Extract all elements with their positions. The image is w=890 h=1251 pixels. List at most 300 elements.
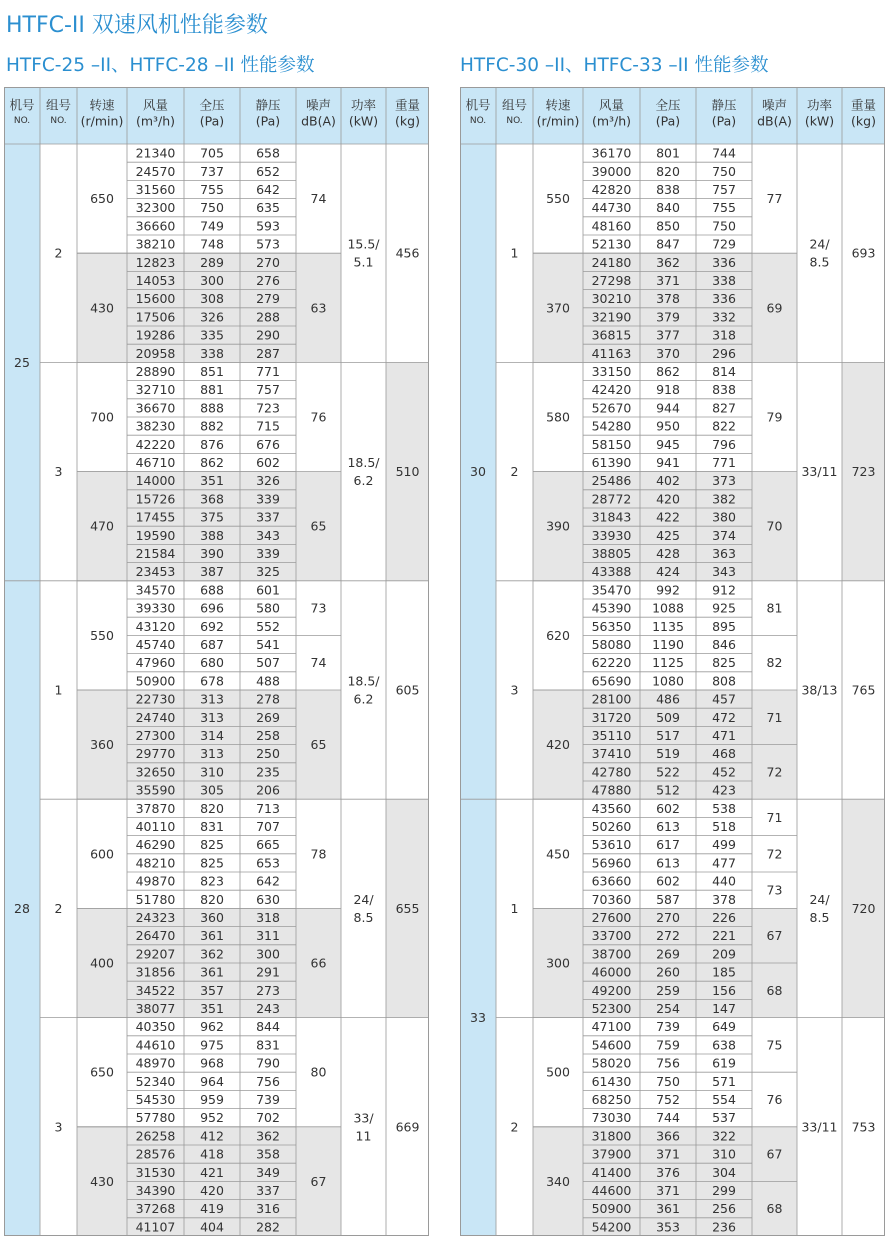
total-pressure-cell: 362 bbox=[656, 254, 680, 270]
noise-cell: 67 bbox=[766, 928, 783, 944]
static-pressure-cell: 838 bbox=[712, 382, 736, 398]
power-cell: 18.5/ bbox=[347, 673, 380, 689]
total-pressure-cell: 888 bbox=[200, 400, 224, 416]
air-volume-cell: 68250 bbox=[591, 1092, 632, 1107]
static-pressure-cell: 635 bbox=[256, 200, 280, 216]
static-pressure-cell: 291 bbox=[256, 964, 280, 980]
air-volume-cell: 43560 bbox=[591, 800, 632, 816]
total-pressure-cell: 361 bbox=[200, 928, 224, 944]
total-pressure-cell: 517 bbox=[656, 728, 680, 743]
power-cell: 8.5 bbox=[353, 909, 374, 925]
total-pressure-cell: 371 bbox=[656, 1183, 680, 1198]
header-air-unit: (m³/h) bbox=[591, 113, 632, 129]
total-pressure-cell: 310 bbox=[200, 764, 224, 780]
total-pressure-cell: 975 bbox=[200, 1037, 224, 1053]
header-air: 风量 bbox=[142, 97, 169, 113]
static-pressure-cell: 638 bbox=[712, 1037, 736, 1053]
static-pressure-cell: 209 bbox=[712, 946, 736, 962]
total-pressure-cell: 692 bbox=[200, 618, 224, 634]
static-pressure-cell: 715 bbox=[256, 418, 280, 434]
air-volume-cell: 31560 bbox=[135, 182, 176, 197]
air-volume-cell: 35590 bbox=[135, 782, 176, 798]
total-pressure-cell: 412 bbox=[200, 1128, 224, 1144]
speed-cell: 300 bbox=[546, 955, 570, 971]
static-pressure-cell: 382 bbox=[712, 491, 736, 507]
air-volume-cell: 19590 bbox=[135, 527, 176, 543]
noise-cell: 67 bbox=[310, 1173, 327, 1189]
machine-no-cell: 33 bbox=[470, 1010, 486, 1026]
air-volume-cell: 54200 bbox=[591, 1219, 632, 1235]
header-noise-unit: dB(A) bbox=[301, 113, 336, 129]
noise-cell: 72 bbox=[766, 764, 783, 780]
air-volume-cell: 50900 bbox=[135, 673, 176, 689]
total-pressure-cell: 522 bbox=[656, 764, 680, 780]
noise-cell: 68 bbox=[766, 1201, 783, 1217]
static-pressure-cell: 336 bbox=[712, 291, 736, 307]
total-pressure-cell: 270 bbox=[656, 910, 680, 925]
speed-cell: 450 bbox=[546, 846, 570, 862]
static-pressure-cell: 296 bbox=[712, 345, 736, 361]
static-pressure-cell: 573 bbox=[256, 236, 280, 252]
speed-cell: 390 bbox=[546, 518, 570, 534]
power-cell: 15.5/ bbox=[347, 236, 380, 252]
static-pressure-cell: 750 bbox=[712, 163, 736, 179]
air-volume-cell: 52340 bbox=[135, 1073, 176, 1089]
left-table-title: HTFC-25 –II、HTFC-28 –II 性能参数 bbox=[6, 55, 315, 76]
static-pressure-cell: 287 bbox=[256, 345, 280, 361]
static-pressure-cell: 338 bbox=[712, 273, 736, 288]
total-pressure-cell: 820 bbox=[656, 163, 680, 179]
static-pressure-cell: 796 bbox=[712, 436, 736, 452]
air-volume-cell: 28100 bbox=[591, 691, 632, 707]
air-volume-cell: 50900 bbox=[591, 1201, 632, 1217]
machine-column-bg bbox=[460, 144, 496, 1236]
power-cell: 24/ bbox=[353, 891, 374, 907]
air-volume-cell: 14053 bbox=[135, 273, 176, 288]
left-performance-table bbox=[4, 87, 429, 1237]
group-no-cell: 2 bbox=[510, 1119, 519, 1135]
total-pressure-cell: 737 bbox=[200, 163, 224, 179]
power-cell: 6.2 bbox=[353, 691, 374, 707]
air-volume-cell: 50260 bbox=[591, 819, 632, 834]
header-air-unit: (m³/h) bbox=[135, 113, 176, 129]
air-volume-cell: 30210 bbox=[591, 291, 632, 307]
total-pressure-cell: 752 bbox=[656, 1092, 680, 1107]
static-pressure-cell: 771 bbox=[256, 364, 280, 379]
total-pressure-cell: 326 bbox=[200, 309, 224, 325]
air-volume-cell: 28890 bbox=[135, 364, 176, 379]
static-pressure-cell: 827 bbox=[712, 400, 736, 416]
total-pressure-cell: 882 bbox=[200, 418, 224, 434]
power-cell: 8.5 bbox=[809, 254, 830, 270]
static-pressure-cell: 665 bbox=[256, 837, 280, 853]
static-pressure-cell: 652 bbox=[256, 163, 280, 179]
air-volume-cell: 47880 bbox=[591, 782, 632, 798]
right-table-title: HTFC-30 –II、HTFC-33 –II 性能参数 bbox=[460, 55, 769, 76]
total-pressure-cell: 952 bbox=[200, 1110, 224, 1126]
static-pressure-cell: 571 bbox=[712, 1073, 736, 1089]
header-noise-unit: dB(A) bbox=[757, 113, 792, 129]
power-cell: 8.5 bbox=[809, 909, 830, 925]
total-pressure-cell: 749 bbox=[200, 218, 224, 234]
air-volume-cell: 29770 bbox=[135, 746, 176, 762]
static-pressure-cell: 755 bbox=[712, 200, 736, 216]
group-no-cell: 1 bbox=[510, 245, 519, 261]
noise-cell: 82 bbox=[766, 655, 783, 671]
air-volume-cell: 36660 bbox=[135, 218, 176, 234]
header-speed: 转速 bbox=[89, 97, 115, 113]
air-volume-cell: 29207 bbox=[135, 946, 176, 962]
static-pressure-cell: 185 bbox=[712, 964, 736, 980]
total-pressure-cell: 759 bbox=[656, 1037, 680, 1053]
air-volume-cell: 42220 bbox=[135, 436, 176, 452]
static-pressure-cell: 757 bbox=[712, 182, 736, 197]
air-volume-cell: 34390 bbox=[135, 1183, 176, 1198]
air-volume-cell: 21340 bbox=[135, 145, 176, 161]
air-volume-cell: 34522 bbox=[135, 982, 176, 998]
static-pressure-cell: 477 bbox=[712, 855, 736, 871]
header-power-unit: (kW) bbox=[804, 113, 835, 129]
total-pressure-cell: 613 bbox=[656, 819, 680, 834]
total-pressure-cell: 420 bbox=[656, 491, 680, 507]
speed-cell: 500 bbox=[546, 1064, 570, 1080]
header-speed: 转速 bbox=[545, 97, 571, 113]
speed-cell: 650 bbox=[90, 191, 114, 207]
air-volume-cell: 52300 bbox=[591, 1001, 632, 1016]
page-title: HTFC-II 双速风机性能参数 bbox=[6, 13, 268, 38]
header-group: 组号 bbox=[45, 97, 72, 113]
air-volume-cell: 62220 bbox=[591, 655, 632, 671]
group-no-cell: 2 bbox=[54, 900, 63, 916]
noise-cell: 71 bbox=[766, 709, 783, 725]
weight-cell: 456 bbox=[395, 245, 420, 261]
static-pressure-cell: 373 bbox=[712, 473, 736, 489]
static-pressure-cell: 472 bbox=[712, 709, 736, 725]
static-pressure-cell: 488 bbox=[256, 673, 280, 689]
total-pressure-cell: 402 bbox=[656, 473, 680, 489]
air-volume-cell: 63660 bbox=[591, 873, 632, 889]
static-pressure-cell: 538 bbox=[712, 800, 736, 816]
header-air: 风量 bbox=[598, 97, 625, 113]
power-cell: 38/13 bbox=[801, 682, 838, 698]
static-pressure-cell: 457 bbox=[712, 691, 736, 707]
air-volume-cell: 33150 bbox=[591, 364, 632, 379]
air-volume-cell: 61390 bbox=[591, 455, 632, 470]
total-pressure-cell: 308 bbox=[200, 291, 224, 307]
air-volume-cell: 32190 bbox=[591, 309, 632, 325]
total-pressure-cell: 313 bbox=[200, 709, 224, 725]
total-pressure-cell: 371 bbox=[656, 273, 680, 288]
total-pressure-cell: 1135 bbox=[652, 618, 684, 634]
static-pressure-cell: 279 bbox=[256, 291, 280, 307]
air-volume-cell: 57780 bbox=[135, 1110, 176, 1126]
static-pressure-cell: 642 bbox=[256, 873, 280, 889]
static-pressure-cell: 790 bbox=[256, 1055, 280, 1071]
header-static: 静压 bbox=[711, 97, 737, 113]
air-volume-cell: 17506 bbox=[135, 309, 176, 325]
static-pressure-cell: 339 bbox=[256, 546, 280, 561]
total-pressure-cell: 353 bbox=[656, 1219, 680, 1235]
total-pressure-cell: 755 bbox=[200, 182, 224, 197]
weight-cell: 510 bbox=[395, 464, 420, 480]
total-pressure-cell: 825 bbox=[200, 855, 224, 871]
static-pressure-cell: 256 bbox=[712, 1201, 736, 1217]
total-pressure-cell: 959 bbox=[200, 1092, 224, 1107]
total-pressure-cell: 941 bbox=[656, 455, 680, 470]
speed-cell: 470 bbox=[90, 518, 114, 534]
header-machine-unit: NO. bbox=[13, 116, 31, 126]
total-pressure-cell: 424 bbox=[656, 564, 680, 580]
total-pressure-cell: 272 bbox=[656, 928, 680, 944]
header-static: 静压 bbox=[255, 97, 281, 113]
total-pressure-cell: 351 bbox=[200, 473, 224, 489]
static-pressure-cell: 602 bbox=[256, 455, 280, 470]
total-pressure-cell: 687 bbox=[200, 637, 224, 652]
static-pressure-cell: 236 bbox=[712, 1219, 736, 1235]
noise-cell: 63 bbox=[310, 300, 327, 316]
total-pressure-cell: 361 bbox=[200, 964, 224, 980]
air-volume-cell: 28772 bbox=[591, 491, 632, 507]
speed-cell: 360 bbox=[90, 737, 114, 753]
static-pressure-cell: 642 bbox=[256, 182, 280, 197]
air-volume-cell: 38805 bbox=[591, 546, 632, 561]
static-pressure-cell: 814 bbox=[712, 364, 736, 379]
air-volume-cell: 41163 bbox=[591, 345, 632, 361]
air-volume-cell: 24323 bbox=[135, 910, 176, 925]
static-pressure-cell: 316 bbox=[256, 1201, 280, 1217]
static-pressure-cell: 844 bbox=[256, 1019, 280, 1035]
static-pressure-cell: 912 bbox=[712, 582, 736, 598]
air-volume-cell: 44600 bbox=[591, 1183, 632, 1198]
total-pressure-cell: 1190 bbox=[652, 637, 684, 652]
air-volume-cell: 27300 bbox=[135, 728, 176, 743]
weight-cell: 753 bbox=[851, 1119, 876, 1135]
noise-cell: 76 bbox=[766, 1092, 783, 1107]
static-pressure-cell: 619 bbox=[712, 1055, 736, 1071]
weight-cell: 693 bbox=[851, 245, 876, 261]
total-pressure-cell: 361 bbox=[656, 1201, 680, 1217]
total-pressure-cell: 705 bbox=[200, 145, 224, 161]
total-pressure-cell: 404 bbox=[200, 1219, 224, 1235]
total-pressure-cell: 968 bbox=[200, 1055, 224, 1071]
noise-cell: 65 bbox=[310, 737, 327, 753]
power-cell: 33/11 bbox=[801, 464, 838, 480]
air-volume-cell: 31530 bbox=[135, 1164, 176, 1180]
air-volume-cell: 48210 bbox=[135, 855, 176, 871]
air-volume-cell: 42420 bbox=[591, 382, 632, 398]
air-volume-cell: 34570 bbox=[135, 582, 176, 598]
noise-cell: 67 bbox=[766, 1146, 783, 1162]
speed-cell: 420 bbox=[546, 737, 570, 753]
air-volume-cell: 38700 bbox=[591, 946, 632, 962]
static-pressure-cell: 653 bbox=[256, 855, 280, 871]
speed-cell: 430 bbox=[90, 1173, 114, 1189]
static-pressure-cell: 452 bbox=[712, 764, 736, 780]
static-pressure-cell: 580 bbox=[256, 600, 280, 616]
total-pressure-cell: 696 bbox=[200, 600, 224, 616]
total-pressure-cell: 750 bbox=[200, 200, 224, 216]
air-volume-cell: 20958 bbox=[135, 345, 176, 361]
power-cell: 18.5/ bbox=[347, 455, 380, 471]
static-pressure-cell: 358 bbox=[256, 1146, 280, 1162]
total-pressure-cell: 840 bbox=[656, 200, 680, 216]
air-volume-cell: 36170 bbox=[591, 145, 632, 161]
static-pressure-cell: 707 bbox=[256, 819, 280, 834]
total-pressure-cell: 313 bbox=[200, 746, 224, 762]
total-pressure-cell: 378 bbox=[656, 291, 680, 307]
speed-cell: 700 bbox=[90, 409, 114, 425]
air-volume-cell: 52670 bbox=[591, 400, 632, 416]
static-pressure-cell: 258 bbox=[256, 728, 280, 743]
noise-cell: 73 bbox=[766, 882, 783, 898]
air-volume-cell: 44610 bbox=[135, 1037, 176, 1053]
header-power: 功率 bbox=[350, 97, 377, 113]
static-pressure-cell: 326 bbox=[256, 473, 280, 489]
noise-cell: 80 bbox=[310, 1064, 327, 1080]
static-pressure-cell: 206 bbox=[256, 782, 280, 798]
total-pressure-cell: 851 bbox=[200, 364, 224, 379]
total-pressure-cell: 357 bbox=[200, 982, 224, 998]
group-no-cell: 3 bbox=[510, 682, 519, 698]
header-machine: 机号 bbox=[465, 97, 491, 113]
static-pressure-cell: 311 bbox=[256, 928, 280, 944]
static-pressure-cell: 846 bbox=[712, 637, 736, 652]
static-pressure-cell: 440 bbox=[712, 873, 736, 889]
air-volume-cell: 47960 bbox=[135, 655, 176, 671]
air-volume-cell: 32650 bbox=[135, 764, 176, 780]
static-pressure-cell: 423 bbox=[712, 782, 736, 798]
machine-no-cell: 30 bbox=[470, 464, 486, 480]
static-pressure-cell: 658 bbox=[256, 145, 280, 161]
total-pressure-cell: 254 bbox=[656, 1001, 680, 1016]
air-volume-cell: 37410 bbox=[591, 746, 632, 762]
static-pressure-cell: 332 bbox=[712, 309, 736, 325]
static-pressure-cell: 808 bbox=[712, 673, 736, 689]
static-pressure-cell: 593 bbox=[256, 218, 280, 234]
air-volume-cell: 31843 bbox=[591, 509, 632, 525]
header-total: 全压 bbox=[199, 97, 225, 113]
weight-cell: 669 bbox=[395, 1119, 420, 1135]
static-pressure-cell: 380 bbox=[712, 509, 736, 525]
air-volume-cell: 23453 bbox=[135, 564, 176, 580]
air-volume-cell: 27298 bbox=[591, 273, 632, 288]
air-volume-cell: 32300 bbox=[135, 200, 176, 216]
noise-cell: 75 bbox=[766, 1037, 783, 1053]
total-pressure-cell: 617 bbox=[656, 837, 680, 853]
total-pressure-cell: 428 bbox=[656, 546, 680, 561]
air-volume-cell: 41400 bbox=[591, 1164, 632, 1180]
total-pressure-cell: 825 bbox=[200, 837, 224, 853]
total-pressure-cell: 509 bbox=[656, 709, 680, 725]
static-pressure-cell: 325 bbox=[256, 564, 280, 580]
static-pressure-cell: 750 bbox=[712, 218, 736, 234]
header-weight: 重量 bbox=[850, 97, 877, 113]
static-pressure-cell: 336 bbox=[712, 254, 736, 270]
machine-no-cell: 25 bbox=[14, 354, 30, 370]
total-pressure-cell: 425 bbox=[656, 527, 680, 543]
total-pressure-cell: 519 bbox=[656, 746, 680, 762]
total-pressure-cell: 390 bbox=[200, 546, 224, 561]
total-pressure-cell: 418 bbox=[200, 1146, 224, 1162]
static-pressure-cell: 601 bbox=[256, 582, 280, 598]
static-pressure-cell: 649 bbox=[712, 1019, 736, 1035]
static-pressure-cell: 343 bbox=[712, 564, 736, 580]
total-pressure-cell: 744 bbox=[656, 1110, 680, 1126]
air-volume-cell: 56350 bbox=[591, 618, 632, 634]
total-pressure-cell: 850 bbox=[656, 218, 680, 234]
total-pressure-cell: 876 bbox=[200, 436, 224, 452]
header-total-unit: (Pa) bbox=[655, 113, 681, 129]
static-pressure-cell: 299 bbox=[712, 1183, 736, 1198]
air-volume-cell: 58150 bbox=[591, 436, 632, 452]
air-volume-cell: 58020 bbox=[591, 1055, 632, 1071]
air-volume-cell: 15600 bbox=[135, 291, 176, 307]
total-pressure-cell: 918 bbox=[656, 382, 680, 398]
static-pressure-cell: 541 bbox=[256, 637, 280, 652]
noise-cell: 79 bbox=[766, 409, 783, 425]
noise-cell: 71 bbox=[766, 809, 783, 825]
air-volume-cell: 31800 bbox=[591, 1128, 632, 1144]
power-cell: 24/ bbox=[809, 236, 830, 252]
air-volume-cell: 54280 bbox=[591, 418, 632, 434]
speed-cell: 550 bbox=[90, 627, 114, 643]
total-pressure-cell: 945 bbox=[656, 436, 680, 452]
total-pressure-cell: 831 bbox=[200, 819, 224, 834]
air-volume-cell: 37870 bbox=[135, 800, 176, 816]
static-pressure-cell: 343 bbox=[256, 527, 280, 543]
air-volume-cell: 14000 bbox=[135, 473, 176, 489]
air-volume-cell: 38210 bbox=[135, 236, 176, 252]
total-pressure-cell: 688 bbox=[200, 582, 224, 598]
noise-cell: 70 bbox=[766, 518, 783, 534]
air-volume-cell: 24180 bbox=[591, 254, 632, 270]
header-speed-unit: (r/min) bbox=[536, 113, 580, 129]
air-volume-cell: 39330 bbox=[135, 600, 176, 616]
air-volume-cell: 65690 bbox=[591, 673, 632, 689]
group-no-cell: 1 bbox=[510, 900, 519, 916]
header-noise: 噪声 bbox=[761, 97, 788, 113]
header-static-unit: (Pa) bbox=[255, 113, 281, 129]
static-pressure-cell: 554 bbox=[712, 1092, 736, 1107]
group-no-cell: 1 bbox=[54, 682, 63, 698]
air-volume-cell: 28576 bbox=[135, 1146, 176, 1162]
static-pressure-cell: 221 bbox=[712, 928, 736, 944]
air-volume-cell: 70360 bbox=[591, 891, 632, 907]
static-pressure-cell: 739 bbox=[256, 1092, 280, 1107]
static-pressure-cell: 363 bbox=[712, 546, 736, 561]
static-pressure-cell: 278 bbox=[256, 691, 280, 707]
static-pressure-cell: 282 bbox=[256, 1219, 280, 1235]
header-static-unit: (Pa) bbox=[711, 113, 737, 129]
static-pressure-cell: 744 bbox=[712, 145, 736, 161]
static-pressure-cell: 318 bbox=[712, 327, 736, 343]
total-pressure-cell: 748 bbox=[200, 236, 224, 252]
air-volume-cell: 48160 bbox=[591, 218, 632, 234]
static-pressure-cell: 468 bbox=[712, 746, 736, 762]
air-volume-cell: 24740 bbox=[135, 709, 176, 725]
static-pressure-cell: 925 bbox=[712, 600, 736, 616]
static-pressure-cell: 290 bbox=[256, 327, 280, 343]
header-weight: 重量 bbox=[394, 97, 421, 113]
header-power: 功率 bbox=[806, 97, 833, 113]
air-volume-cell: 35110 bbox=[591, 728, 632, 743]
air-volume-cell: 61430 bbox=[591, 1073, 632, 1089]
noise-cell: 76 bbox=[310, 409, 327, 425]
total-pressure-cell: 300 bbox=[200, 273, 224, 288]
static-pressure-cell: 822 bbox=[712, 418, 736, 434]
static-pressure-cell: 537 bbox=[712, 1110, 736, 1126]
static-pressure-cell: 552 bbox=[256, 618, 280, 634]
